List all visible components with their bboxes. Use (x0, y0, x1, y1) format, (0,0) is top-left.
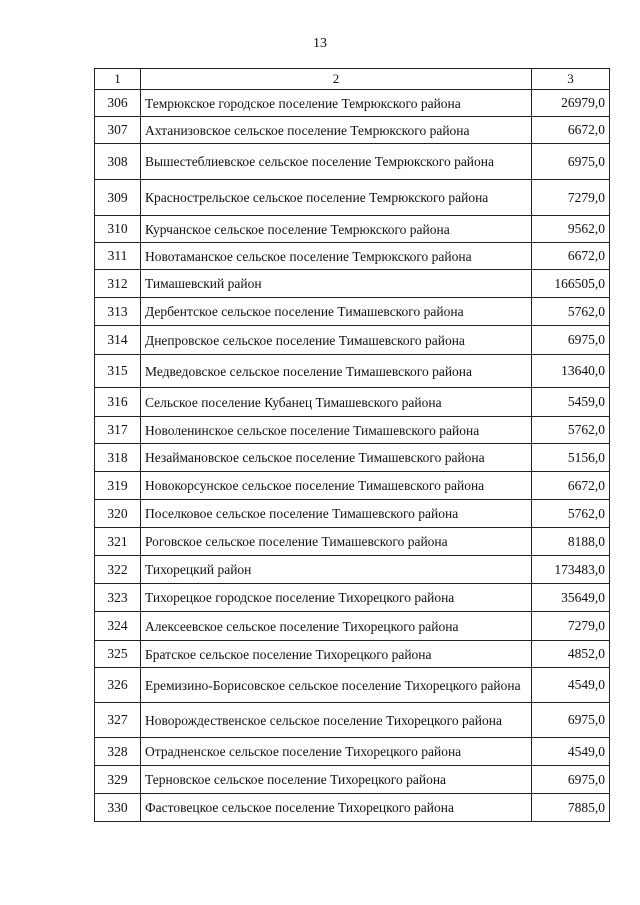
column-header-value: 3 (532, 69, 610, 90)
data-table (94, 68, 610, 822)
row-value: 6672,0 (532, 117, 610, 144)
table-row (95, 641, 610, 668)
table-row (95, 243, 610, 270)
row-name: Дербентское сельское поселение Тимашевского района (141, 298, 532, 326)
row-number: 314 (95, 326, 141, 355)
row-value: 9562,0 (532, 216, 610, 243)
row-value: 26979,0 (532, 90, 610, 117)
row-name: Отрадненское сельское поселение Тихорецкого района (141, 738, 532, 766)
row-number: 318 (95, 444, 141, 472)
row-value: 5762,0 (532, 500, 610, 528)
row-value: 6975,0 (532, 144, 610, 180)
row-number: 328 (95, 738, 141, 766)
row-number: 323 (95, 584, 141, 612)
row-value: 6672,0 (532, 472, 610, 500)
row-value: 35649,0 (532, 584, 610, 612)
row-number: 321 (95, 528, 141, 556)
row-value: 13640,0 (532, 355, 610, 388)
table-row (95, 703, 610, 738)
table-row (95, 584, 610, 612)
row-value: 5459,0 (532, 388, 610, 417)
row-number: 306 (95, 90, 141, 117)
row-name: Новоленинское сельское поселение Тимашевского района (141, 417, 532, 444)
table-row (95, 668, 610, 703)
row-name: Днепровское сельское поселение Тимашевского района (141, 326, 532, 355)
row-name: Братское сельское поселение Тихорецкого района (141, 641, 532, 668)
row-value: 7885,0 (532, 794, 610, 822)
row-value: 8188,0 (532, 528, 610, 556)
row-name: Незаймановское сельское поселение Тимашевского района (141, 444, 532, 472)
row-name: Новорождественское сельское поселение Тихорецкого района (141, 703, 532, 738)
row-value: 4549,0 (532, 738, 610, 766)
table-row (95, 738, 610, 766)
row-number: 324 (95, 612, 141, 641)
row-name: Тихорецкий район (141, 556, 532, 584)
table-row (95, 794, 610, 822)
table-row (95, 90, 610, 117)
row-number: 319 (95, 472, 141, 500)
row-value: 6672,0 (532, 243, 610, 270)
row-number: 317 (95, 417, 141, 444)
table-row (95, 500, 610, 528)
table-row (95, 388, 610, 417)
row-name: Еремизино-Борисовское сельское поселение Тихорецкого района (141, 668, 532, 703)
row-value: 4549,0 (532, 668, 610, 703)
table-row (95, 180, 610, 216)
row-value: 5156,0 (532, 444, 610, 472)
table-row (95, 270, 610, 298)
row-name: Терновское сельское поселение Тихорецкого района (141, 766, 532, 794)
row-number: 309 (95, 180, 141, 216)
row-value: 6975,0 (532, 766, 610, 794)
row-number: 325 (95, 641, 141, 668)
table-row (95, 528, 610, 556)
table-row (95, 144, 610, 180)
row-number: 312 (95, 270, 141, 298)
row-number: 311 (95, 243, 141, 270)
row-value: 166505,0 (532, 270, 610, 298)
table-row (95, 298, 610, 326)
row-name: Фастовецкое сельское поселение Тихорецкого района (141, 794, 532, 822)
row-number: 320 (95, 500, 141, 528)
table-row (95, 444, 610, 472)
row-name: Поселковое сельское поселение Тимашевского района (141, 500, 532, 528)
row-number: 330 (95, 794, 141, 822)
column-header-name: 2 (141, 69, 532, 90)
row-number: 308 (95, 144, 141, 180)
row-value: 6975,0 (532, 703, 610, 738)
column-header-number: 1 (95, 69, 141, 90)
row-name: Краснострельское сельское поселение Темрюкского района (141, 180, 532, 216)
row-name: Сельское поселение Кубанец Тимашевского района (141, 388, 532, 417)
row-value: 6975,0 (532, 326, 610, 355)
row-number: 313 (95, 298, 141, 326)
row-number: 326 (95, 668, 141, 703)
row-value: 5762,0 (532, 417, 610, 444)
row-name: Новокорсунское сельское поселение Тимашевского района (141, 472, 532, 500)
table-row (95, 216, 610, 243)
row-number: 315 (95, 355, 141, 388)
row-value: 173483,0 (532, 556, 610, 584)
row-value: 7279,0 (532, 612, 610, 641)
row-number: 316 (95, 388, 141, 417)
table-body (95, 90, 610, 822)
page-number: 13 (313, 36, 327, 51)
row-name: Роговское сельское поселение Тимашевского района (141, 528, 532, 556)
row-name: Темрюкское городское поселение Темрюкского района (141, 90, 532, 117)
row-name: Алексеевское сельское поселение Тихорецкого района (141, 612, 532, 641)
row-name: Медведовское сельское поселение Тимашевского района (141, 355, 532, 388)
row-value: 4852,0 (532, 641, 610, 668)
table-row (95, 117, 610, 144)
row-name: Тимашевский район (141, 270, 532, 298)
row-name: Курчанское сельское поселение Темрюкского района (141, 216, 532, 243)
table-row (95, 612, 610, 641)
row-name: Новотаманское сельское поселение Темрюкского района (141, 243, 532, 270)
row-name: Тихорецкое городское поселение Тихорецкого района (141, 584, 532, 612)
row-number: 307 (95, 117, 141, 144)
row-value: 5762,0 (532, 298, 610, 326)
row-number: 329 (95, 766, 141, 794)
table-row (95, 472, 610, 500)
table-row (95, 766, 610, 794)
header-row (95, 69, 610, 90)
row-number: 327 (95, 703, 141, 738)
row-number: 322 (95, 556, 141, 584)
table-row (95, 556, 610, 584)
row-name: Вышестеблиевское сельское поселение Темрюкского района (141, 144, 532, 180)
table-row (95, 355, 610, 388)
row-number: 310 (95, 216, 141, 243)
table-row (95, 326, 610, 355)
row-value: 7279,0 (532, 180, 610, 216)
table-row (95, 417, 610, 444)
row-name: Ахтанизовское сельское поселение Темрюкского района (141, 117, 532, 144)
